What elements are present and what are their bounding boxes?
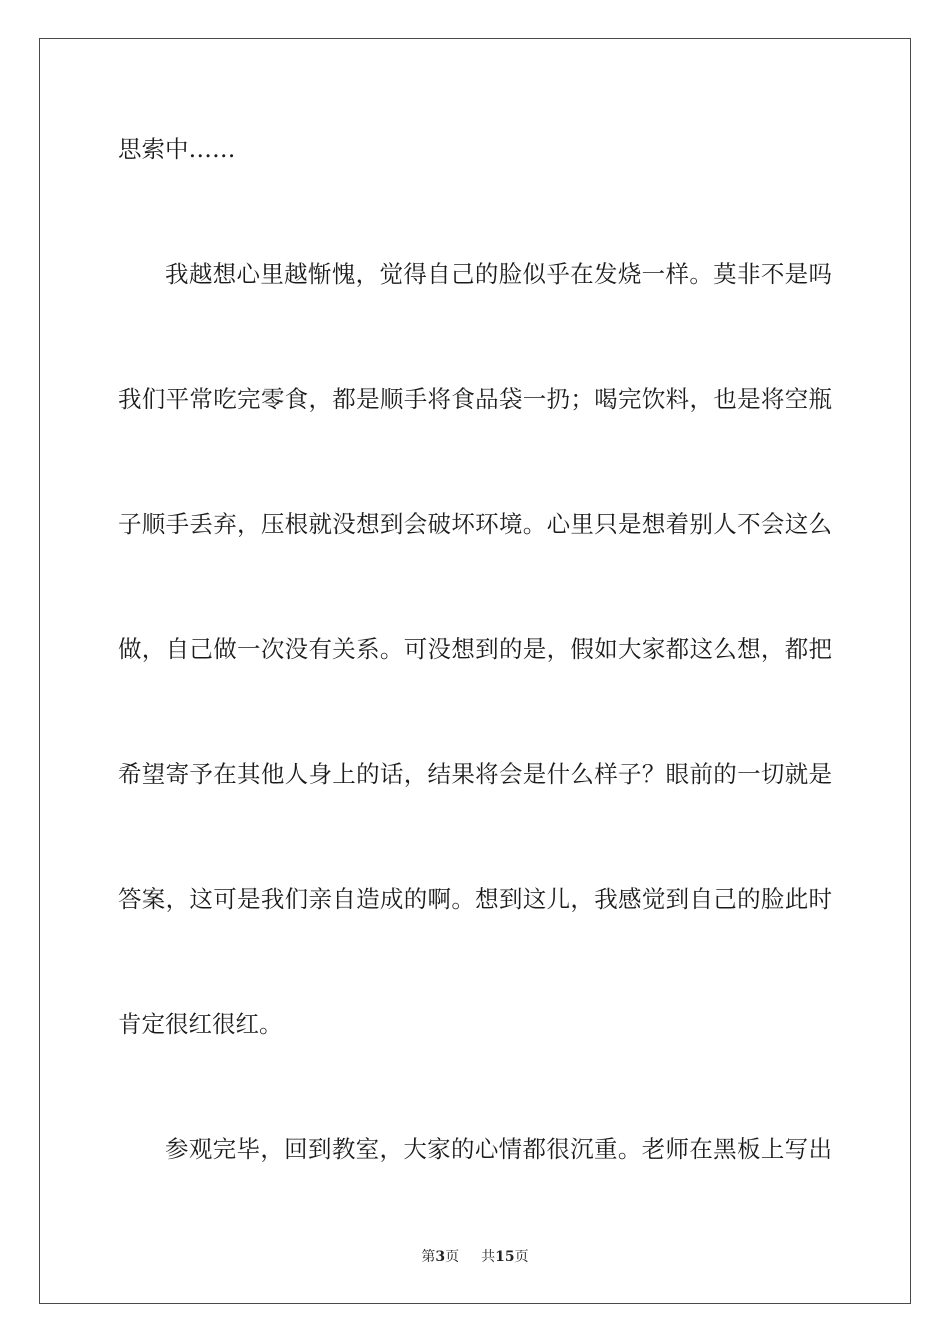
page-footer [0, 1248, 950, 1266]
text-line-3: 我们平常吃完零食，都是顺手将食品袋一扔；喝完饮料，也是将空瓶 [118, 385, 832, 413]
text-line-9: 参观完毕，回到教室，大家的心情都很沉重。老师在黑板上写出 [165, 1135, 832, 1163]
page-prefix: 第 [421, 1249, 436, 1265]
text-line-7: 答案，这可是我们亲自造成的啊。想到这儿，我感觉到自己的脸此时 [118, 885, 832, 913]
page-number: 3 [435, 1249, 446, 1265]
total-prefix: 共 [481, 1249, 496, 1265]
page-total: 15 [495, 1249, 515, 1265]
text-line-1: 思索中…… [118, 135, 236, 163]
text-line-8: 肯定很红很红。 [118, 1010, 283, 1038]
page-border [39, 38, 911, 1304]
text-line-5: 做，自己做一次没有关系。可没想到的是，假如大家都这么想，都把 [118, 635, 832, 663]
total-suffix: 页 [514, 1249, 529, 1265]
text-line-2: 我越想心里越惭愧，觉得自己的脸似乎在发烧一样。莫非不是吗 [165, 260, 832, 288]
text-line-6: 希望寄予在其他人身上的话，结果将会是什么样子？眼前的一切就是 [118, 760, 832, 788]
text-line-4: 子顺手丢弃，压根就没想到会破坏环境。心里只是想着别人不会这么 [118, 510, 832, 538]
page-suffix: 页 [445, 1249, 460, 1265]
